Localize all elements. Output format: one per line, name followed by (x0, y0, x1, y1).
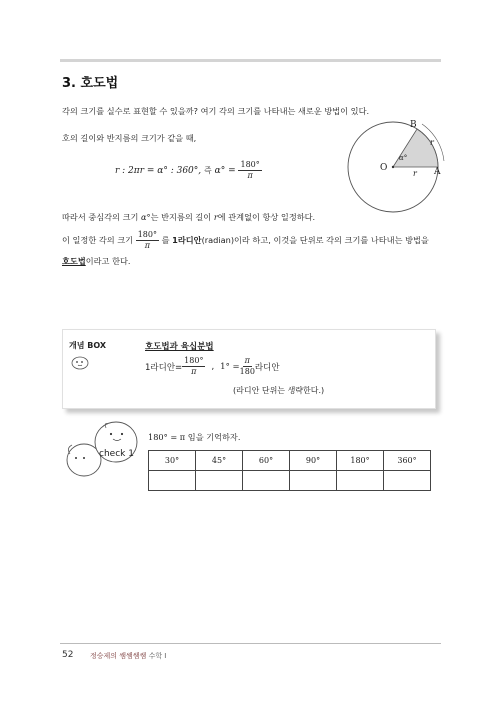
table-row-degrees (149, 451, 431, 471)
book-title-sub: 수학 I (148, 652, 167, 660)
body-line-4-fraction (136, 230, 159, 251)
formula-denominator: π (247, 171, 253, 180)
body-line-5-b: 이라고 한다. (85, 256, 131, 266)
table-cell-answer[interactable] (196, 471, 243, 491)
degree-radian-table (148, 450, 431, 491)
table-cell-degree: 30° (149, 451, 196, 471)
label-A: A (434, 167, 441, 177)
table-cell-answer[interactable] (384, 471, 431, 491)
concept-eq2-numerator: π (244, 356, 250, 365)
body-line-3-c: 에 관계없이 항상 일정하다. (217, 212, 316, 222)
concept-box (62, 329, 436, 409)
intro-line-2: 호의 길이와 반지름의 크기가 같을 때, (62, 133, 197, 143)
concept-box-label: 개념 BOX (69, 341, 107, 350)
concept-eq2-unit: 라디안 (254, 362, 280, 373)
body-line-4-c: (radian)이라 하고, 이것을 단위로 각의 크기를 나타내는 방법을 (201, 234, 429, 245)
concept-box-equations: 1라디안= $\frac{180^\circ}{\pi}$ , 1° = $\frac{\pi}{180}$ 라디안 (145, 356, 280, 376)
sector-diagram (335, 112, 445, 222)
concept-eq1-lhs: 1라디안= (145, 362, 183, 373)
table-cell-degree: 90° (290, 451, 337, 471)
body-line-3-b: 는 반지름의 길이 (150, 212, 212, 222)
check-mascot-illustration (62, 418, 142, 484)
body-line-4-a: 이 일정한 각의 크기 (62, 234, 134, 245)
body-line-5-term: 호도법 (62, 256, 86, 266)
body-line-3 (62, 212, 315, 223)
footer-rule (60, 643, 441, 644)
concept-eq2-denominator: 180 (239, 367, 255, 376)
table-cell-degree: 180° (337, 451, 384, 471)
center-dot (392, 166, 394, 168)
check-badge: check 1 (99, 449, 134, 459)
formula-lhs: α° = (214, 166, 236, 176)
page-number: 52 (62, 650, 74, 660)
table-cell-answer[interactable] (290, 471, 337, 491)
table-row-radians (149, 471, 431, 491)
body-line-3-alpha: α° (141, 212, 151, 222)
formula-ratio (115, 160, 262, 181)
body-line-3-a: 따라서 중심각의 크기 (62, 212, 139, 222)
formula-ratio-text: r : 2πr = α° : 360°, (115, 166, 202, 176)
body-line-4-denominator: π (144, 240, 150, 250)
body-line-5 (62, 256, 131, 267)
concept-eq1-numerator: 180° (184, 356, 204, 365)
table-cell-degree: 60° (243, 451, 290, 471)
table-cell-degree: 45° (196, 451, 243, 471)
formula-then: 즉 (204, 166, 212, 175)
check-statement-math: 180° = π (148, 432, 186, 442)
concept-box-note: (라디안 단위는 생략한다.) (233, 386, 325, 395)
table-cell-degree: 360° (384, 451, 431, 471)
body-line-4-numerator: 180° (137, 229, 157, 239)
concept-eq2-lhs: 1° = (220, 361, 240, 372)
body-line-4-radian: 1라디안 (172, 234, 202, 245)
table-cell-answer[interactable] (337, 471, 384, 491)
concept-box-heading: 호도법과 육십분법 (145, 342, 214, 352)
label-alpha: α° (399, 154, 408, 162)
label-B: B (410, 120, 417, 130)
label-r-arc: r (430, 138, 434, 147)
check-statement-text: 임을 기억하자. (187, 432, 241, 442)
body-line-3-r: r (213, 212, 218, 222)
body-line-4-b: 를 (161, 234, 170, 245)
mascot-icon (69, 354, 91, 370)
book-title-main: 정승제의 쌤쌤쌤쌤 (90, 652, 147, 660)
label-r-radius: r (413, 169, 417, 178)
concept-eq1-fraction (182, 356, 205, 377)
concept-eq1-denominator: π (191, 367, 197, 376)
top-rule (60, 59, 441, 62)
body-line-4 (62, 228, 429, 252)
section-title: 3. 호도법 (62, 76, 119, 91)
formula-fraction (238, 160, 261, 181)
label-O: O (380, 163, 388, 173)
intro-line-1: 각의 크기를 실수로 표현할 수 있을까? 여기 각의 크기를 나타내는 새로운 방법이 있다. (62, 106, 370, 116)
book-title (90, 651, 166, 661)
formula-numerator: 180° (240, 160, 260, 169)
check-statement (148, 432, 240, 443)
concept-eq2-fraction (240, 356, 255, 377)
table-cell-answer[interactable] (243, 471, 290, 491)
table-cell-answer[interactable] (149, 471, 196, 491)
